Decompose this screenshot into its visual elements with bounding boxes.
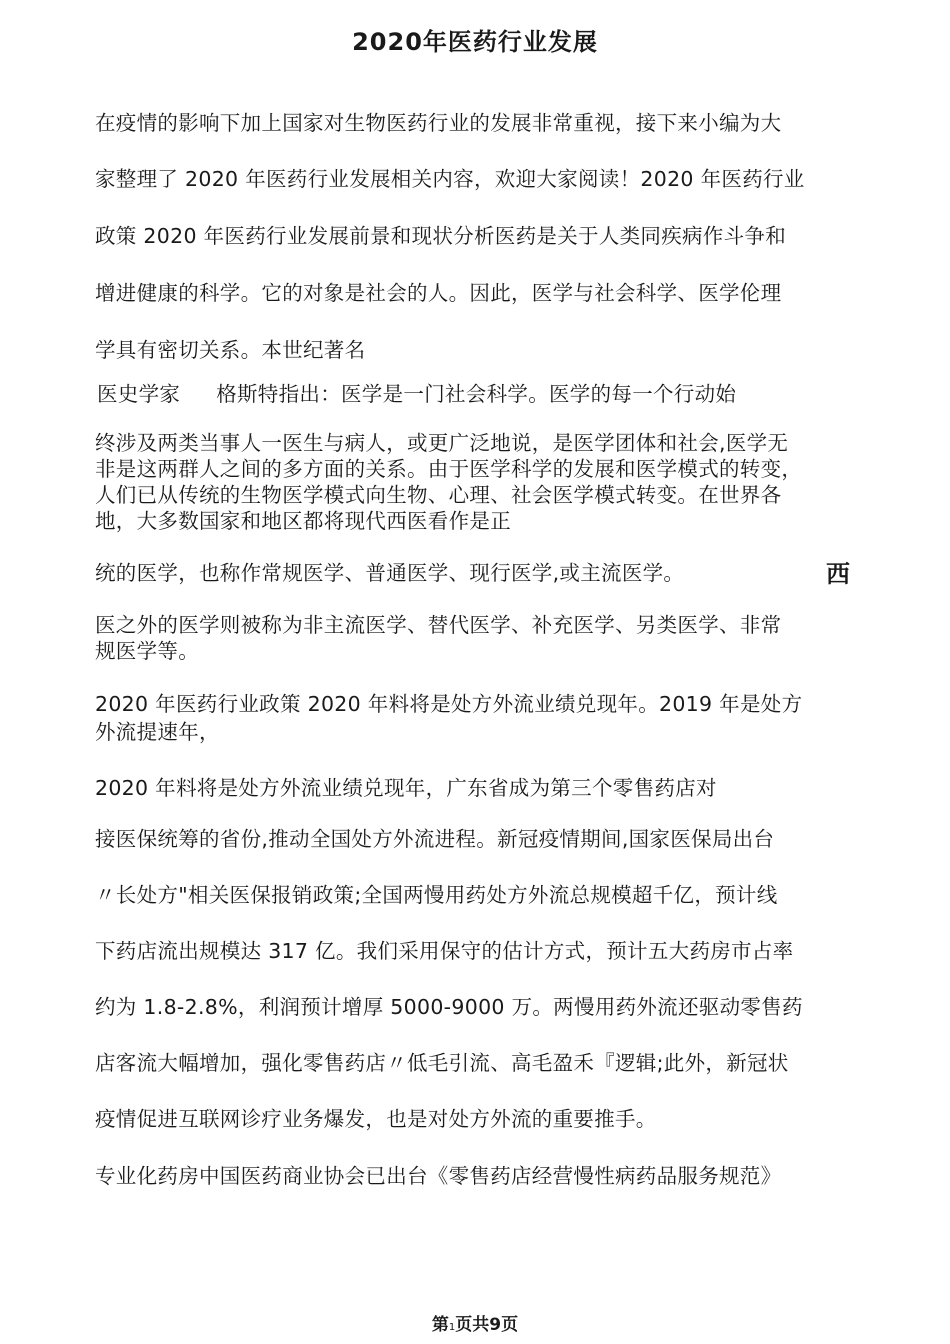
paragraph-line: 医之外的医学则被称为非主流医学、替代医学、补充医学、另类医学、非常 [95,613,782,637]
paragraph-line: 下药店流出规模达 317 亿。我们采用保守的估计方式，预计五大药房市占率 [95,939,794,963]
paragraph-line: 非是这两群人之间的多方面的关系。由于医学科学的发展和医学模式的转变， [95,457,803,481]
split-line-left: 医史学家 [97,382,181,406]
footer-page-number: 1 [448,1322,456,1333]
paragraph-line: 终涉及两类当事人一医生与病人，或更广泛地说，是医学团体和社会,医学无 [95,431,789,455]
page-footer [0,1314,950,1339]
paragraph-line: 在疫情的影响下加上国家对生物医药行业的发展非常重视，接下来小编为大 [95,111,782,135]
paragraph-line: 外流提速年， [95,720,220,744]
footer-suffix: 页 [501,1315,519,1335]
paragraph-line: 2020 年料将是处方外流业绩兑现年，广东省成为第三个零售药店对 [95,776,717,800]
document-title: 2020年医药行业发展 [352,28,598,56]
paragraph-line: 学具有密切关系。本世纪著名 [95,338,366,362]
paragraph-line: 统的医学，也称作常规医学、普通医学、现行医学,或主流医学。 [95,561,685,585]
paragraph-line: 地，大多数国家和地区都将现代西医看作是正 [95,509,511,533]
paragraph-line: 2020 年医药行业政策 2020 年料将是处方外流业绩兑现年。2019 年是处方 [95,692,803,716]
footer-prefix: 第 [431,1315,449,1335]
paragraph-line: 政策 2020 年医药行业发展前景和现状分析医药是关于人类同疾病作斗争和 [95,224,787,248]
split-line-right: 格斯特指出：医学是一门社会科学。医学的每一个行动始 [216,382,737,406]
margin-character: 西 [826,560,850,588]
paragraph-line: 店客流大幅增加，强化零售药店〃低毛引流、高毛盈禾『逻辑;此外，新冠状 [95,1051,789,1075]
paragraph-line: 疫情促进互联网诊疗业务爆发，也是对处方外流的重要推手。 [95,1107,657,1131]
paragraph-line: 接医保统筹的省份,推动全国处方外流进程。新冠疫情期间,国家医保局出台 [95,827,775,851]
split-paragraph-line [97,381,736,407]
paragraph-line: 专业化药房中国医药商业协会已出台《零售药店经营慢性病药品服务规范》 [95,1164,782,1188]
footer-total-pages: 9 [489,1315,502,1335]
footer-middle: 页共 [455,1315,490,1335]
paragraph-line: 家整理了 2020 年医药行业发展相关内容，欢迎大家阅读！2020 年医药行业 [95,167,805,191]
paragraph-line: 约为 1.8-2.8%，利润预计增厚 5000-9000 万。两慢用药外流还驱动零售药 [95,995,803,1019]
paragraph-line: 规医学等。 [95,639,199,663]
paragraph-line: 人们已从传统的生物医学模式向生物、心理、社会医学模式转变。在世界各 [95,483,782,507]
paragraph-line: 〃长处方"相关医保报销政策;全国两慢用药处方外流总规模超千亿，预计线 [95,883,778,907]
paragraph-line: 增进健康的科学。它的对象是社会的人。因此，医学与社会科学、医学伦理 [95,281,782,305]
